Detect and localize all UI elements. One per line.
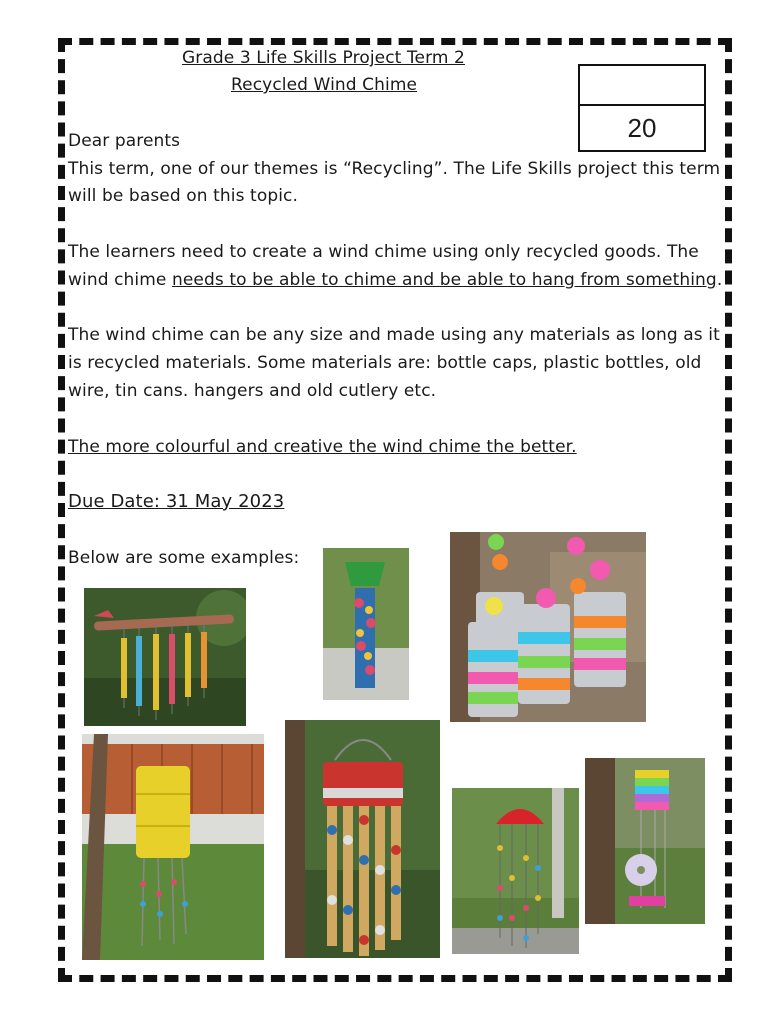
red-umbrella-bead-wind-chime-photo xyxy=(452,788,579,954)
paragraph-2-line-1: The learners need to create a wind chime using only recycled goods. The xyxy=(68,242,699,262)
paragraph-3-line-1: The wind chime can be any size and made using any materials as long as it xyxy=(68,325,720,345)
paragraph-3-line-3: wire, tin cans. hangers and old cutlery etc. xyxy=(68,381,437,401)
greeting: Dear parents xyxy=(68,131,181,151)
paragraph-2-period: . xyxy=(716,270,723,290)
requirement-underlined: needs to be able to chime and be able to hang from something xyxy=(171,270,717,290)
score-value: 20 xyxy=(627,113,657,143)
yellow-tin-can-cutlery-wind-chime-photo xyxy=(82,734,264,960)
bottle-cap-strands-tin-wind-chime-photo xyxy=(285,720,440,958)
score-box xyxy=(578,64,706,152)
emphasis-line: The more colourful and creative the wind chime the better. xyxy=(68,437,577,457)
paragraph-1-line-1: This term, one of our themes is “Recycling”. The Life Skills project this term xyxy=(68,159,721,179)
bottle-cap-flowerpot-wind-chime-photo xyxy=(323,548,409,700)
title-line-1: Grade 3 Life Skills Project Term 2 xyxy=(182,48,465,68)
paragraph-2-line-2 xyxy=(68,266,722,294)
painted-tin-cans-pompom-wind-chime-photo xyxy=(450,532,646,722)
paragraph-1-line-2: will be based on this topic. xyxy=(68,186,298,206)
due-date: Due Date: 31 May 2023 xyxy=(68,491,285,512)
score-box-empty-cell xyxy=(580,66,704,106)
paragraph-3-line-2: is recycled materials. Some materials are: bottle caps, plastic bottles, old xyxy=(68,353,702,373)
paragraph-2-text: wind chime xyxy=(68,270,172,290)
examples-intro: Below are some examples: xyxy=(68,548,300,568)
rainbow-tin-cd-wind-chime-photo xyxy=(585,758,705,924)
beaded-driftwood-wind-chime-photo xyxy=(84,588,246,726)
title-line-2: Recycled Wind Chime xyxy=(231,75,418,95)
